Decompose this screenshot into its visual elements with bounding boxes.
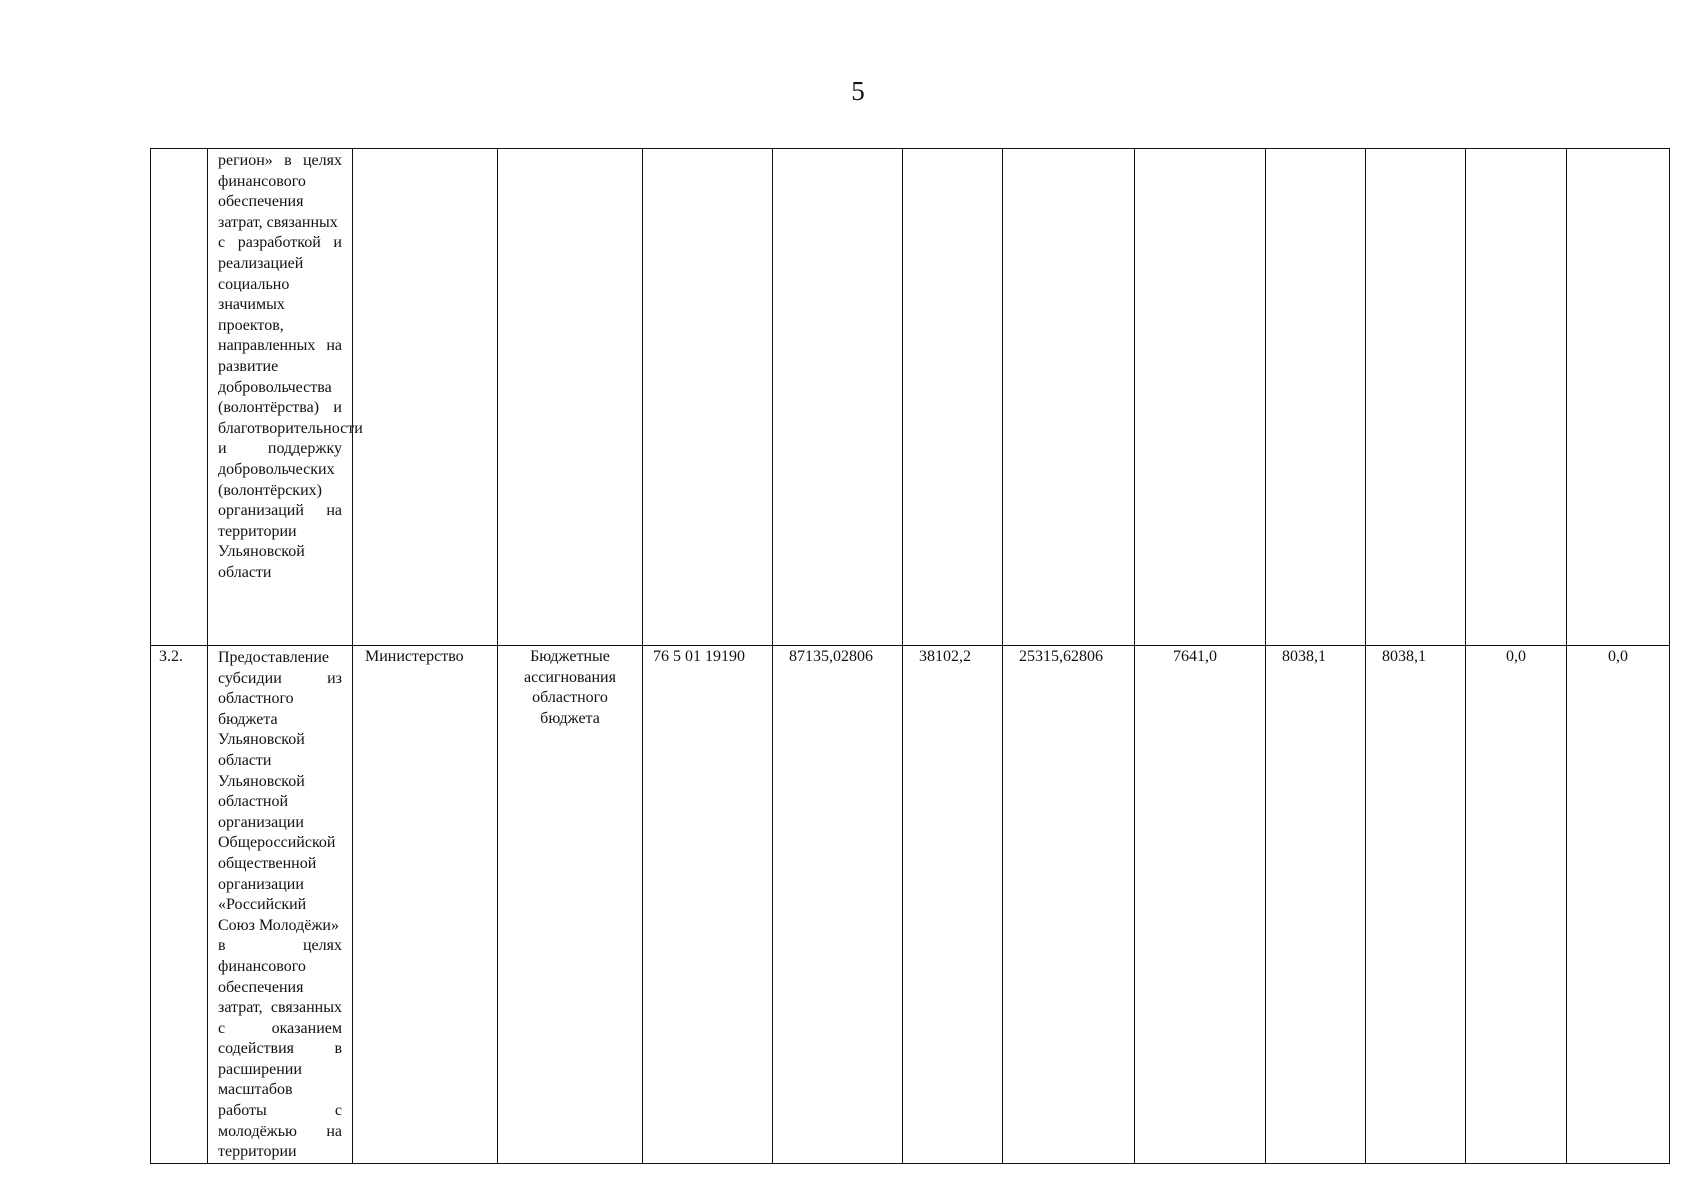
total-amount: 87135,02806: [789, 648, 873, 665]
executor-name: Министерство: [365, 648, 464, 665]
cell-year-6: [1466, 149, 1567, 646]
cell-year-6: [1466, 646, 1567, 1164]
cell-budget-code: [643, 149, 773, 646]
budget-code: 76 5 01 19190: [653, 648, 745, 665]
year-4-amount: 8038,1: [1282, 648, 1326, 665]
year-2-amount: 25315,62806: [1019, 648, 1103, 665]
year-1-amount: 38102,2: [919, 648, 971, 665]
table-row: [151, 646, 1670, 1164]
cell-executor: [353, 646, 498, 1164]
page-number: 5: [851, 76, 865, 106]
cell-description: [208, 646, 353, 1164]
cell-year-1: [903, 149, 1003, 646]
cell-description: [208, 149, 363, 646]
cell-total: [773, 646, 903, 1164]
funding-source: Бюджетные ассигнования областного бюджета: [524, 648, 616, 727]
cell-year-4: [1266, 646, 1366, 1164]
cell-year-2: [1003, 646, 1135, 1164]
cell-year-5: [1366, 646, 1466, 1164]
measure-description: регион» в целях финансового обеспечения затрат, связанных с разработкой и реализацией социально значимых проектов, направленных на развитие добровольчества (волонтёрства) и благотворительности и поддержку добровольческих (волонтёрских) организаций на территории Ульяновской области: [218, 152, 363, 581]
cell-executor: [353, 149, 498, 646]
year-6-amount: 0,0: [1506, 648, 1526, 665]
table-row: [151, 149, 1670, 646]
cell-funding-source: [498, 646, 643, 1164]
cell-funding-source: [498, 149, 643, 646]
cell-year-5: [1366, 149, 1466, 646]
budget-table: [150, 148, 1670, 1164]
cell-year-7: [1567, 646, 1670, 1164]
cell-budget-code: [643, 646, 773, 1164]
cell-number: [151, 149, 208, 646]
year-5-amount: 8038,1: [1382, 648, 1426, 665]
cell-year-3: [1135, 149, 1266, 646]
row-number: 3.2.: [159, 648, 183, 665]
cell-total: [773, 149, 903, 646]
measure-description: Предоставление субсидии из областного бюджета Ульяновской области Ульяновской областной организации Общероссийской общественной организации «Российский Союз Молодёжи» в целях финансового обеспечения затрат, связанных с оказанием содействия в расширении масштабов работы с молодёжью на территории: [218, 649, 342, 1161]
cell-year-1: [903, 646, 1003, 1164]
cell-year-2: [1003, 149, 1135, 646]
cell-year-4: [1266, 149, 1366, 646]
cell-year-3: [1135, 646, 1266, 1164]
year-3-amount: 7641,0: [1173, 648, 1217, 665]
year-7-amount: 0,0: [1608, 648, 1628, 665]
cell-year-7: [1567, 149, 1670, 646]
cell-number: [151, 646, 208, 1164]
